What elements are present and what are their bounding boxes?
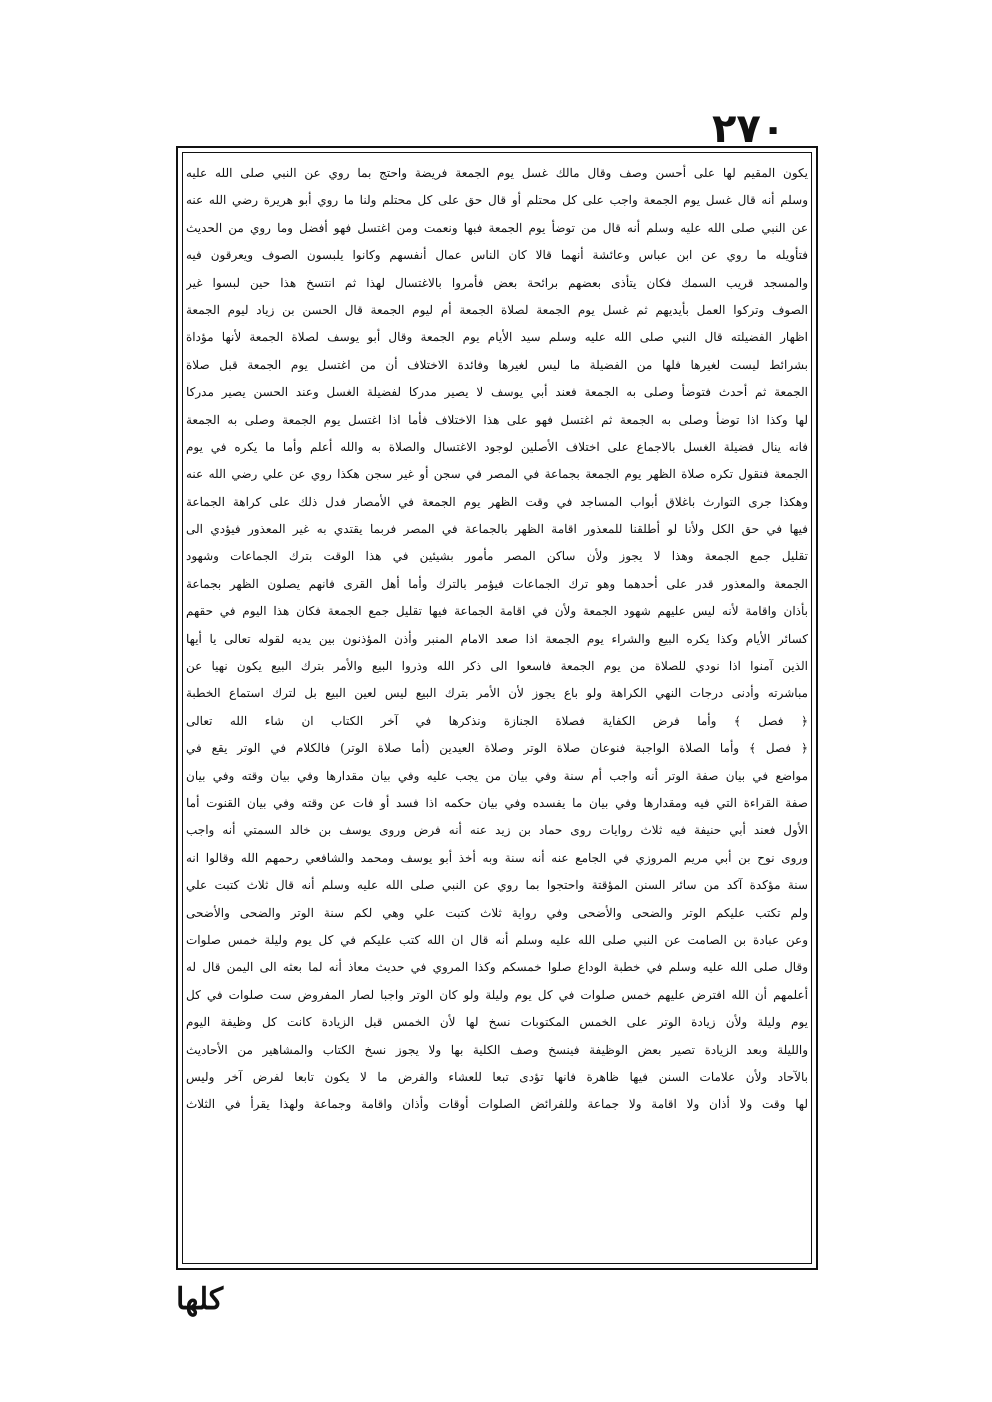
text-line: يوم وليلة ولأن زيادة الوتر على الخمس المكتوبات نسخ لها لأن الخمس قبل الزيادة كانت كل وظيفة اليوم <box>186 1015 808 1030</box>
text-line: اظهار الفضيلته قال النبي صلى الله عليه وسلم سيد الأيام يوم الجمعة وقال أبو يوسف لصلاة الجمعة لأنها مؤداة <box>186 330 808 345</box>
text-line: بشرائط ليست لغيرها فلها من الفضيلة ما ليس لغيرها وفائدة الاختلاف أن من اغتسل يوم الجمعة قبل صلاة <box>186 357 808 372</box>
text-line: والليلة وبعد الزيادة تصير بعض الوظيفة فينسخ وصف الكلية بها ولا يجوز نسخ الكتاب والمشاهير من الأحاديث <box>186 1042 808 1057</box>
text-line: لها وكذا اذا توضأ وصلى به الجمعة ثم اغتسل فهو على هذا الاختلاف فأما اذا اغتسل يوم الجمعة وصلى به الجمعة <box>186 412 808 427</box>
text-line: فتأويله ما روي عن ابن عباس وعائشة أنهما قالا كان الناس عمال أنفسهم وكانوا يلبسون الصوف ويعرقون فيه <box>186 248 808 263</box>
text-line: ﴿ فصل ﴾ وأما فرض الكفاية فصلاة الجنازة ونذكرها في آخر الكتاب ان شاء الله تعالى <box>186 713 808 728</box>
text-line: تقليل جمع الجمعة وهذا لا يجوز ولأن ساكن المصر مأمور بشيئين في هذا الوقت بترك الجماعات وشهود <box>186 549 808 564</box>
text-line: الجمعة فنقول تكره صلاة الظهر يوم الجمعة بجماعة في المصر في سجن أو غير سجن هكذا روي عن علي رضي الله عنه <box>186 467 808 482</box>
text-line: فانه ينال فضيلة الغسل بالاجماع على اختلاف الأصلين لوجود الاغتسال والصلاة به والله أعلم وأما ما يكره في يوم <box>186 439 808 454</box>
text-line: وسلم أنه قال غسل يوم الجمعة واجب على كل محتلم أو قال حق على كل محتلم ولنا ما روي أبو هريرة رضي الله عنه <box>186 193 808 208</box>
main-text-block <box>186 160 808 1256</box>
text-line: مباشرته وأدنى درجات النهي الكراهة ولو باع يجوز لأن الأمر بترك البيع ليس لعين البيع بل لترك استماع الخطبة <box>186 686 808 701</box>
text-line: وهكذا جرى التوارث باغلاق أبواب المساجد في وقت الظهر يوم الجمعة في الأمصار فدل ذلك على كراهة الجماعة <box>186 494 808 509</box>
text-line: الجمعة والمعذور قدر على أحدهما وهو ترك الجماعات فيؤمر بالترك وأما أهل القرى فانهم يصلون الظهر بجماعة <box>186 576 808 591</box>
text-line: والمسجد قريب السمك فكان يتأذى بعضهم برائحة بعض فأمروا بالاغتسال لهذا ثم انتسخ هذا حين لبسوا غير <box>186 275 808 290</box>
text-line: لها وقت ولا أذان ولا اقامة ولا جماعة وللفرائض الصلوات أوقات وأذان واقامة وجماعة ولهذا يقرأ في الثلاث <box>186 1097 808 1112</box>
text-line: ﴿ فصل ﴾ وأما الصلاة الواجبة فنوعان صلاة الوتر وصلاة العيدين (أما صلاة الوتر) فالكلام في الوتر يقع في <box>186 741 808 756</box>
text-line: ولم تكتب عليكم الوتر والضحى والأضحى وفي رواية ثلاث كتبت علي وهي لكم سنة الوتر والضحى والأضحى <box>186 905 808 920</box>
text-line: الذين آمنوا اذا نودي للصلاة من يوم الجمعة فاسعوا الى ذكر الله وذروا البيع والأمر بترك البيع يكون نهيا عن <box>186 659 808 674</box>
text-line: الأول فعند أبي حنيفة فيه ثلاث روايات روى حماد بن زيد عنه أنه فرض وروى يوسف بن خالد السمتي أنه واجب <box>186 823 808 838</box>
text-line: وعن عبادة بن الصامت عن النبي صلى الله عليه وسلم أنه قال ان الله كتب عليكم في كل يوم وليلة خمس صلوات <box>186 932 808 947</box>
text-line: وقال صلى الله عليه وسلم في خطبة الوداع صلوا خمسكم وكذا المروي في حديث معاذ أنه لما بعثه الى اليمن قال له <box>186 960 808 975</box>
text-line: الصوف وتركوا العمل بأيديهم ثم غسل يوم الجمعة لصلاة الجمعة أم ليوم الجمعة قال الحسن بن زياد ليوم الجمعة <box>186 302 808 317</box>
text-line: عن النبي صلى الله عليه وسلم أنه قال من توضأ يوم الجمعة فبها ونعمت ومن اغتسل فهو أفضل وما روي من الحديث <box>186 220 808 235</box>
text-line: وروى نوح بن أبي مريم المروزي في الجامع عنه أنه سنة وبه أخذ أبو يوسف ومحمد والشافعي رحمهم الله وقالوا انه <box>186 850 808 865</box>
text-line: يكون المقيم لها على أحسن وصف وقال مالك غسل يوم الجمعة فريضة واحتج بما روي عن النبي صلى الله عليه <box>186 166 808 180</box>
text-line: أعلمهم أن الله افترض عليهم خمس صلوات في كل يوم وليلة ولو كان الوتر واجبا لصار المفروض ست صلوات في كل <box>186 987 808 1002</box>
text-line: فيها في حق الكل ولأنا لو أطلقنا للمعذور اقامة الظهر بالجماعة في المصر فربما يقتدي به غير المعذور فيؤدي الى <box>186 522 808 537</box>
catchword: كلها <box>176 1282 224 1317</box>
text-line: سنة مؤكدة آكد من سائر السنن المؤقتة واحتجوا بما روي عن النبي صلى الله عليه وسلم أنه قال ثلاث كتبت علي <box>186 878 808 893</box>
text-line: مواضع في بيان صفة الوتر أنه واجب أم سنة وفي بيان من يجب عليه وفي بيان مقدارها وفي بيان وقته وفي بيان <box>186 768 808 783</box>
text-line: صفة القراءة التي فيه ومقدارها وفي بيان ما يفسده وفي بيان حكمه اذا فسد أو فات عن وقته وفي بيان القنوت أما <box>186 795 808 810</box>
text-line: بالآحاد ولأن علامات السنن فيها ظاهرة فانها تؤدى تبعا للعشاء والفرض ما لا يكون تابعا لفرض آخر وليس <box>186 1069 808 1084</box>
text-line: كسائر الأيام وكذا يكره البيع والشراء يوم الجمعة اذا صعد الامام المنبر وأذن المؤذنون بين يديه لقوله تعالى يا أيها <box>186 631 808 646</box>
page-number: ٢٧٠ <box>712 106 786 152</box>
text-line: الجمعة ثم أحدث فتوضأ وصلى به الجمعة فعند أبي يوسف لا يصير مدركا لفضيلة الغسل وعند الحسن يصير مدركا <box>186 385 808 400</box>
text-line: بأذان واقامة لأنه ليس عليهم شهود الجمعة ولأن في اقامة الجماعة فيها تقليل جمع الجمعة فكان هذا اليوم في حقهم <box>186 604 808 619</box>
